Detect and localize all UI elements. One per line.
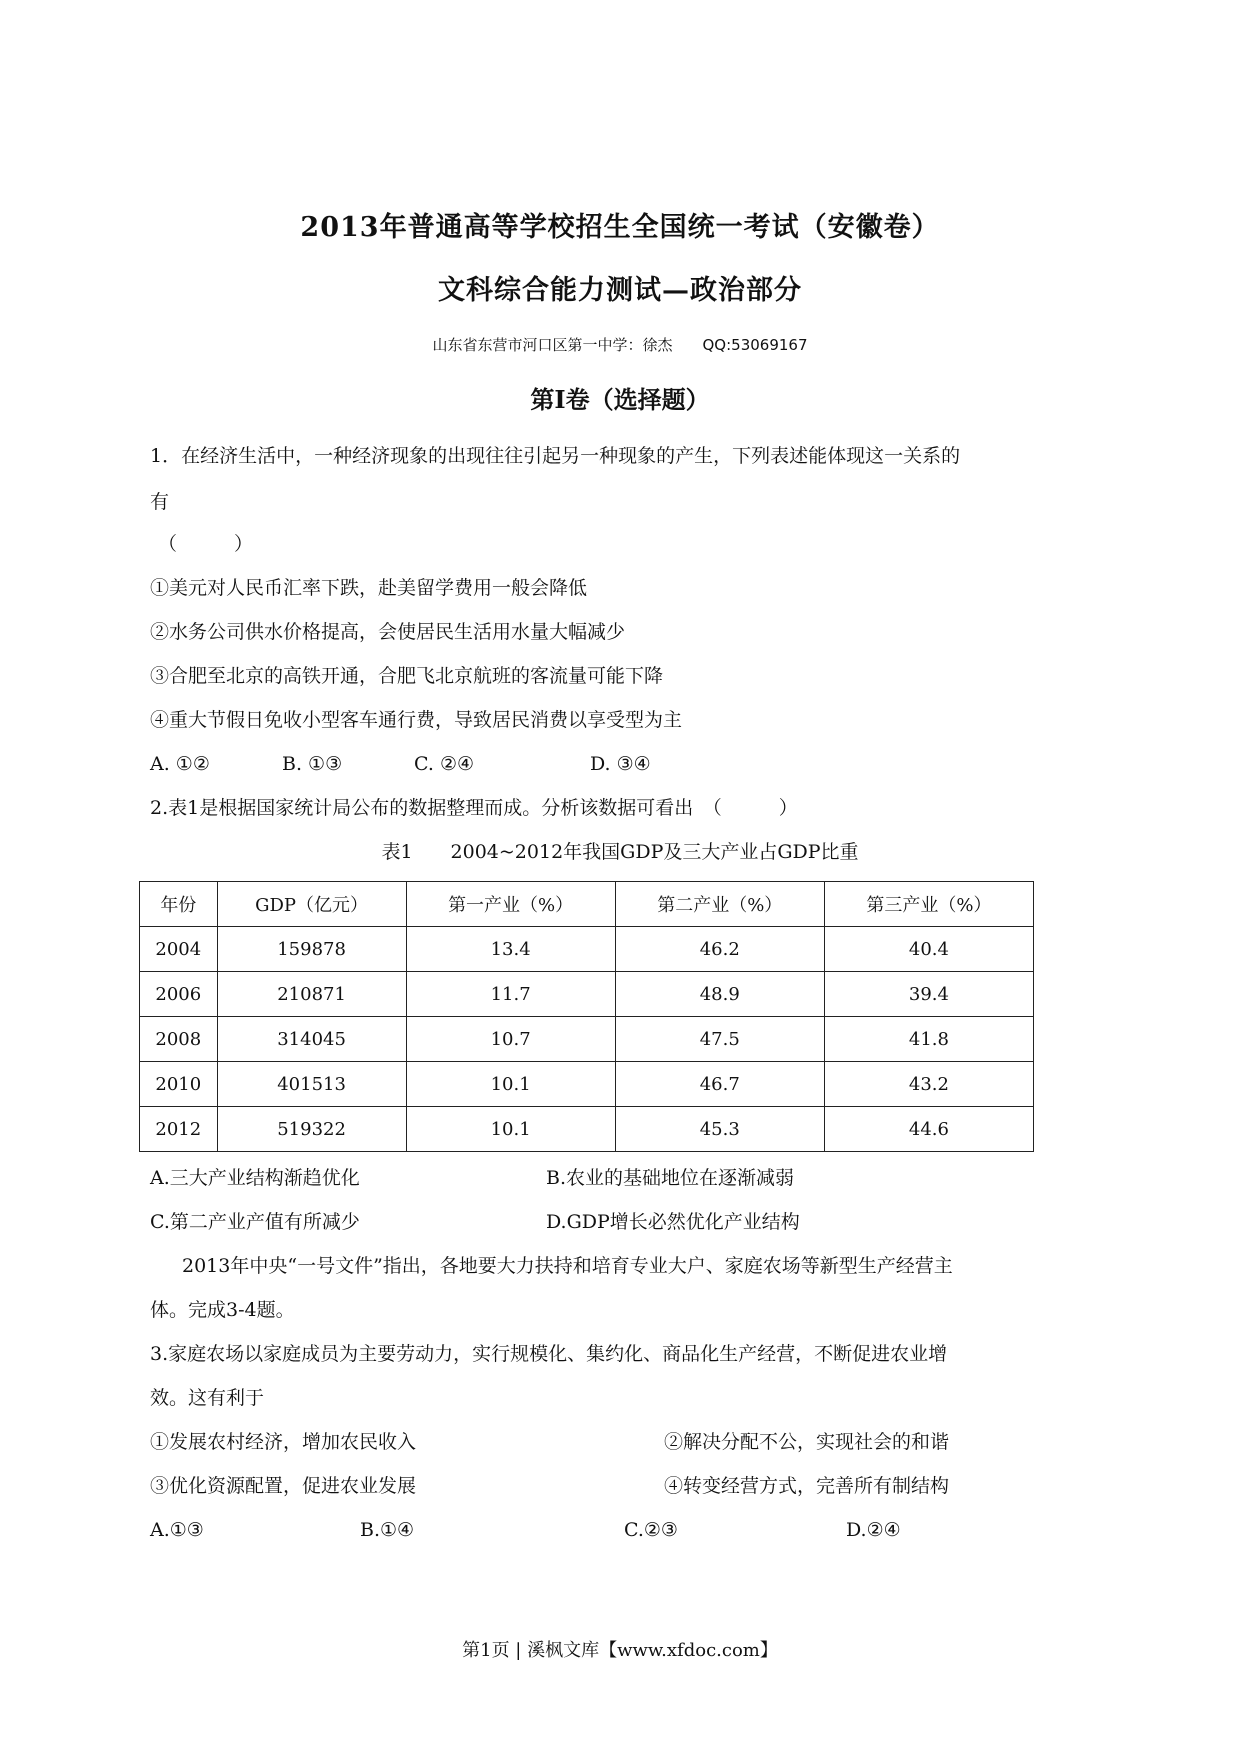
q3-item-1: ①发展农村经济，增加农民收入 <box>150 1431 417 1453</box>
q1-answer-blank: （ ） <box>158 533 254 555</box>
table-cell: 519322 <box>217 1107 406 1152</box>
q2-stem: 2.表1是根据国家统计局公布的数据整理而成。分析该数据可看出 （ ） <box>150 797 798 819</box>
table-cell: 39.4 <box>824 972 1033 1017</box>
table-cell: 159878 <box>217 927 406 972</box>
material-line1: 2013年中央“一号文件”指出，各地要大力扶持和培育专业大户、家庭农场等新型生产经营主 <box>182 1255 953 1277</box>
table-row <box>140 1017 1034 1062</box>
gdp-table <box>139 881 1034 1152</box>
table-row <box>140 927 1034 972</box>
table-cell: 10.7 <box>406 1017 615 1062</box>
table-cell: 11.7 <box>406 972 615 1017</box>
q3-item-4: ④转变经营方式，完善所有制结构 <box>664 1475 950 1497</box>
table-cell: 10.1 <box>406 1062 615 1107</box>
q3-option-a: A.①③ <box>150 1519 204 1541</box>
table-cell: 44.6 <box>824 1107 1033 1152</box>
q2-option-b: B.农业的基础地位在逐渐减弱 <box>546 1167 795 1189</box>
table-row <box>140 972 1034 1017</box>
table-header-cell: 第二产业（%） <box>615 882 824 927</box>
table-cell: 10.1 <box>406 1107 615 1152</box>
table-header-row <box>140 882 1034 927</box>
table-cell: 46.7 <box>615 1062 824 1107</box>
material-line2: 体。完成3-4题。 <box>150 1299 295 1321</box>
table-cell: 40.4 <box>824 927 1033 972</box>
table-cell: 401513 <box>217 1062 406 1107</box>
table-cell: 314045 <box>217 1017 406 1062</box>
table-row <box>140 1062 1034 1107</box>
table-header-cell: 年份 <box>140 882 218 927</box>
q1-option-c: C. ②④ <box>414 753 475 775</box>
table-cell: 48.9 <box>615 972 824 1017</box>
table-cell: 43.2 <box>824 1062 1033 1107</box>
table-cell: 46.2 <box>615 927 824 972</box>
document-title: 2013年普通高等学校招生全国统一考试（安徽卷） <box>300 212 940 243</box>
q2-option-a: A.三大产业结构渐趋优化 <box>150 1167 360 1189</box>
table-header-cell: 第三产业（%） <box>824 882 1033 927</box>
document-subtitle: 文科综合能力测试—政治部分 <box>438 275 802 306</box>
q1-item-2: ②水务公司供水价格提高，会使居民生活用水量大幅减少 <box>150 621 626 643</box>
q1-stem-line2: 有 <box>150 491 170 513</box>
q3-option-d: D.②④ <box>846 1519 901 1541</box>
q2-option-d: D.GDP增长必然优化产业结构 <box>546 1211 800 1233</box>
section-title: 第Ⅰ卷（选择题） <box>530 385 710 414</box>
table-cell: 45.3 <box>615 1107 824 1152</box>
page-footer: 第1页 | 溪枫文库【www.xfdoc.com】 <box>462 1640 778 1661</box>
q1-item-1: ①美元对人民币汇率下跌，赴美留学费用一般会降低 <box>150 577 588 599</box>
q3-option-c: C.②③ <box>624 1519 678 1541</box>
q3-stem-line1: 3.家庭农场以家庭成员为主要劳动力，实行规模化、集约化、商品化生产经营，不断促进农业增 <box>150 1343 948 1365</box>
table-caption: 表1 2004~2012年我国GDP及三大产业占GDP比重 <box>381 841 859 863</box>
q2-option-c: C.第二产业产值有所减少 <box>150 1211 360 1233</box>
table-cell: 2004 <box>140 927 218 972</box>
q1-option-a: A. ①② <box>150 753 210 775</box>
table-cell: 2006 <box>140 972 218 1017</box>
author-line: 山东省东营市河口区第一中学：徐杰 QQ:53069167 <box>432 336 808 354</box>
q1-stem-line1: 1．在经济生活中，一种经济现象的出现往往引起另一种现象的产生，下列表述能体现这一关系的 <box>150 445 961 467</box>
q3-item-2: ②解决分配不公，实现社会的和谐 <box>664 1431 950 1453</box>
q3-item-3: ③优化资源配置，促进农业发展 <box>150 1475 417 1497</box>
table-cell: 210871 <box>217 972 406 1017</box>
table-cell: 2012 <box>140 1107 218 1152</box>
table-header-cell: GDP（亿元） <box>217 882 406 927</box>
table-cell: 41.8 <box>824 1017 1033 1062</box>
table-cell: 47.5 <box>615 1017 824 1062</box>
q1-option-b: B. ①③ <box>282 753 343 775</box>
q1-option-d: D. ③④ <box>590 753 651 775</box>
q3-option-b: B.①④ <box>360 1519 415 1541</box>
q1-item-4: ④重大节假日免收小型客车通行费，导致居民消费以享受型为主 <box>150 709 683 731</box>
table-row <box>140 1107 1034 1152</box>
q1-item-3: ③合肥至北京的高铁开通，合肥飞北京航班的客流量可能下降 <box>150 665 664 687</box>
table-cell: 2008 <box>140 1017 218 1062</box>
q3-stem-line2: 效。这有利于 <box>150 1387 265 1409</box>
table-header-cell: 第一产业（%） <box>406 882 615 927</box>
table-cell: 2010 <box>140 1062 218 1107</box>
table-cell: 13.4 <box>406 927 615 972</box>
